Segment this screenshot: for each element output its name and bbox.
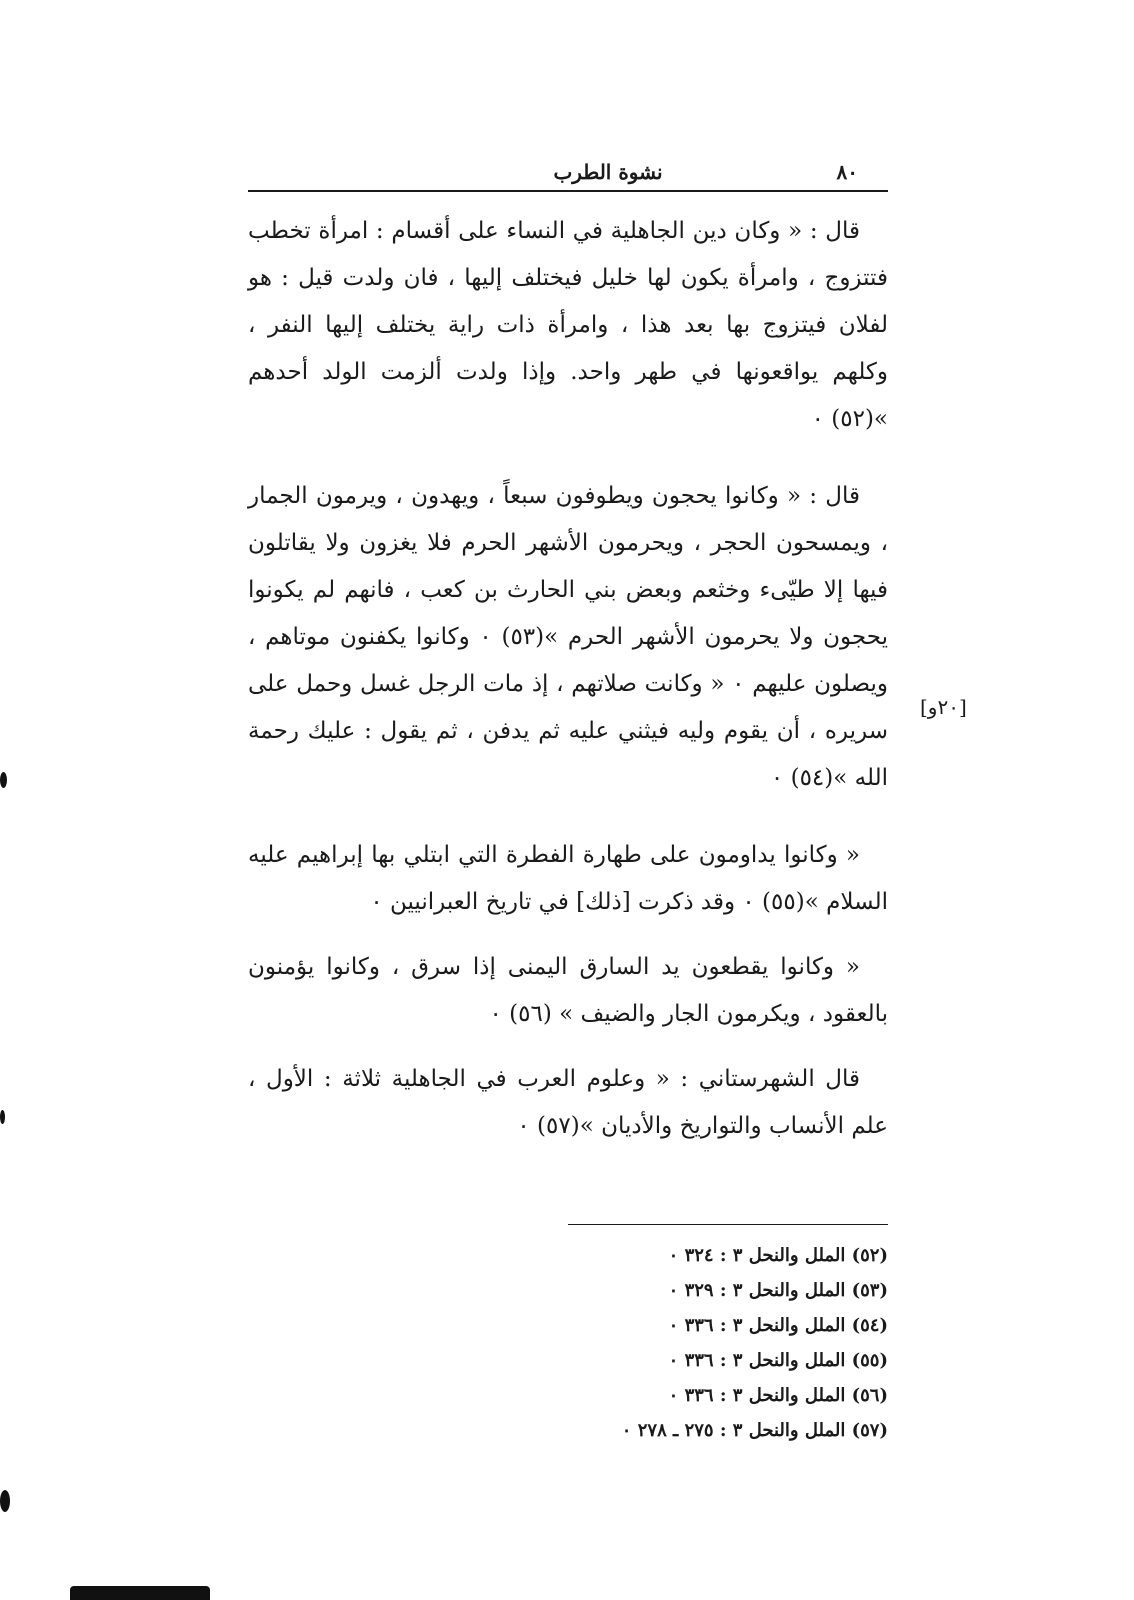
footnote-item: (٥٦) الملل والنحل ٣ : ٣٣٦ ٠ [668, 1385, 888, 1406]
folio-margin-note: [٢٠و] [920, 695, 967, 719]
paragraph-2: قال : « وكانوا يحجون ويطوفون سبعاً ، ويهدون ، ويرمون الجمار ، ويمسحون الحجر ، ويحرمون الأشهر الحرم فلا يغزون ولا يقاتلون فيها إلا طيّىء وخثعم وبعض بني الحارث بن كعب ، فانهم لم يكونوا يحجون ولا يحرمون الأشهر الحرم »(٥٣) ٠ وكانوا يكفنون موتاهم ، ويصلون عليهم ٠ « وكانت صلاتهم ، إذ مات الرجل غسل وحمل على سريره ، أن يقوم وليه فيثني عليه ثم يدفن ، ثم يقول : عليك رحمة الله »(٥٤) ٠ [248, 483, 888, 791]
scan-speck [0, 772, 7, 788]
page-header [248, 150, 888, 192]
main-text [248, 208, 888, 1150]
scan-speck [0, 1490, 10, 1512]
footnote-item: (٥٥) الملل والنحل ٣ : ٣٣٦ ٠ [668, 1350, 888, 1371]
footnote-item: (٥٤) الملل والنحل ٣ : ٣٣٦ ٠ [668, 1315, 888, 1336]
page-number: ٨٠ [836, 160, 858, 184]
paragraph-gap [248, 443, 888, 473]
footnotes [500, 1238, 888, 1448]
footnote-item: (٥٢) الملل والنحل ٣ : ٣٢٤ ٠ [668, 1245, 888, 1266]
paragraph-gap [248, 1038, 888, 1056]
paragraph-1: قال : « وكان دين الجاهلية في النساء على أقسام : امرأة تخطب فتتزوج ، وامرأة يكون لها خليل فيختلف إليها ، فان ولدت قيل : هو لفلان فيتزوج بها بعد هذا ، وامرأة ذات راية يختلف إليها النفر ، وكلهم يواقعونها في طهر واحد. وإذا ولدت ألزمت الولد أحدهم »(٥٢) ٠ [248, 218, 888, 432]
running-title: نشوة الطرب [553, 160, 663, 184]
paragraph-gap [248, 802, 888, 832]
paragraph-3: « وكانوا يداومون على طهارة الفطرة التي ابتلي بها إبراهيم عليه السلام »(٥٥) ٠ وقد ذكرت [ذلك] في تاريخ العبرانيين ٠ [248, 842, 888, 915]
footnote-item: (٥٣) الملل والنحل ٣ : ٣٢٩ ٠ [668, 1280, 888, 1301]
scan-edge-mark [70, 1586, 210, 1600]
paragraph-4: « وكانوا يقطعون يد السارق اليمنى إذا سرق ، وكانوا يؤمنون بالعقود ، ويكرمون الجار والضيف » (٥٦) ٠ [248, 954, 888, 1027]
footnote-separator [568, 1224, 888, 1225]
paragraph-gap [248, 926, 888, 944]
paragraph-5: قال الشهرستاني : « وعلوم العرب في الجاهلية ثلاثة : الأول ، علم الأنساب والتواريخ والأديان »(٥٧) ٠ [248, 1066, 888, 1139]
footnote-item: (٥٧) الملل والنحل ٣ : ٢٧٥ ـ ٢٧٨ ٠ [621, 1420, 888, 1441]
scan-speck [0, 1110, 5, 1124]
